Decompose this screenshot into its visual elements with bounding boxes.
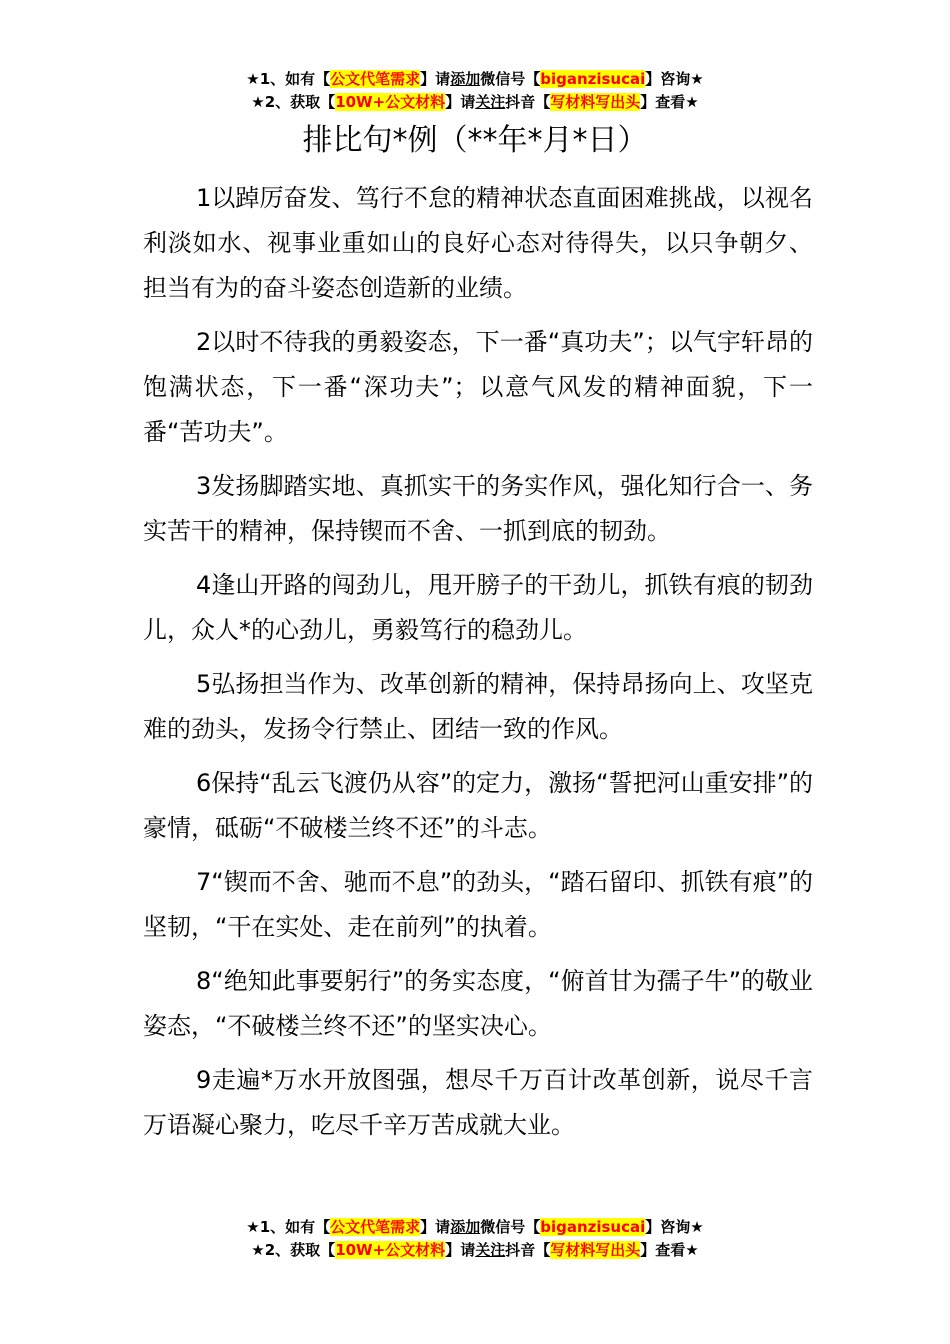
paragraph: 5弘扬担当作为、改革创新的精神，保持昂扬向上、攻坚克难的劲头，发扬令行禁止、团结一致的作风。 <box>143 670 813 743</box>
document-title: 排比句*例（**年*月*日） <box>302 123 648 158</box>
promo-highlight: 公文代笔需求 <box>330 70 421 88</box>
promo-line-1: ★1、如有【公文代笔需求】请添加微信号【biganzisucai】咨询★ <box>246 1218 704 1236</box>
wechat-id: biganzisucai <box>540 1218 646 1236</box>
promo-line-2: ★2、获取【10W+公文材料】请关注抖音【写材料写出头】查看★ <box>251 1241 699 1259</box>
paragraph: 2以时不待我的勇毅姿态，下一番“真功夫”；以气宇轩昂的饱满状态，下一番“深功夫”；以意气风发的精神面貌，下一番“苦功夫”。 <box>143 328 813 446</box>
paragraph: 9走遍*万水开放图强，想尽千万百计改革创新，说尽千言万语凝心聚力，吃尽千辛万苦成就大业。 <box>143 1066 813 1139</box>
promo-highlight: 10W+公文材料 <box>335 1241 446 1259</box>
wechat-id: biganzisucai <box>540 70 646 88</box>
douyin-account: 写材料写出头 <box>550 1241 641 1259</box>
paragraph: 1以踔厉奋发、笃行不怠的精神状态直面困难挑战，以视名利淡如水、视事业重如山的良好心态对待得失，以只争朝夕、担当有为的奋斗姿态创造新的业绩。 <box>143 184 813 302</box>
douyin-account: 写材料写出头 <box>550 93 641 111</box>
promo-line-2: ★2、获取【10W+公文材料】请关注抖音【写材料写出头】查看★ <box>251 93 699 111</box>
paragraph: 8“绝知此事要躬行”的务实态度，“俯首甘为孺子牛”的敬业姿态，“不破楼兰终不还”的坚实决心。 <box>143 967 814 1040</box>
promo-banner-top <box>0 68 950 114</box>
paragraph: 6保持“乱云飞渡仍从容”的定力，激扬“誓把河山重安排”的豪情，砥砺“不破楼兰终不还”的斗志。 <box>143 769 814 842</box>
promo-line-1: ★1、如有【公文代笔需求】请添加微信号【biganzisucai】咨询★ <box>246 70 704 88</box>
paragraph: 7“锲而不舍、驰而不息”的劲头，“踏石留印、抓铁有痕”的坚韧，“干在实处、走在前列”的执着。 <box>143 868 814 941</box>
promo-highlight: 10W+公文材料 <box>335 93 446 111</box>
promo-banner-bottom <box>0 1216 950 1262</box>
paragraph: 3发扬脚踏实地、真抓实干的务实作风，强化知行合一、务实苦干的精神，保持锲而不舍、一抓到底的韧劲。 <box>143 472 813 545</box>
promo-highlight: 公文代笔需求 <box>330 1218 421 1236</box>
document-body <box>143 176 813 1157</box>
paragraph: 4逢山开路的闯劲儿，甩开膀子的干劲儿，抓铁有痕的韧劲儿，众人*的心劲儿，勇毅笃行的稳劲儿。 <box>143 571 813 644</box>
